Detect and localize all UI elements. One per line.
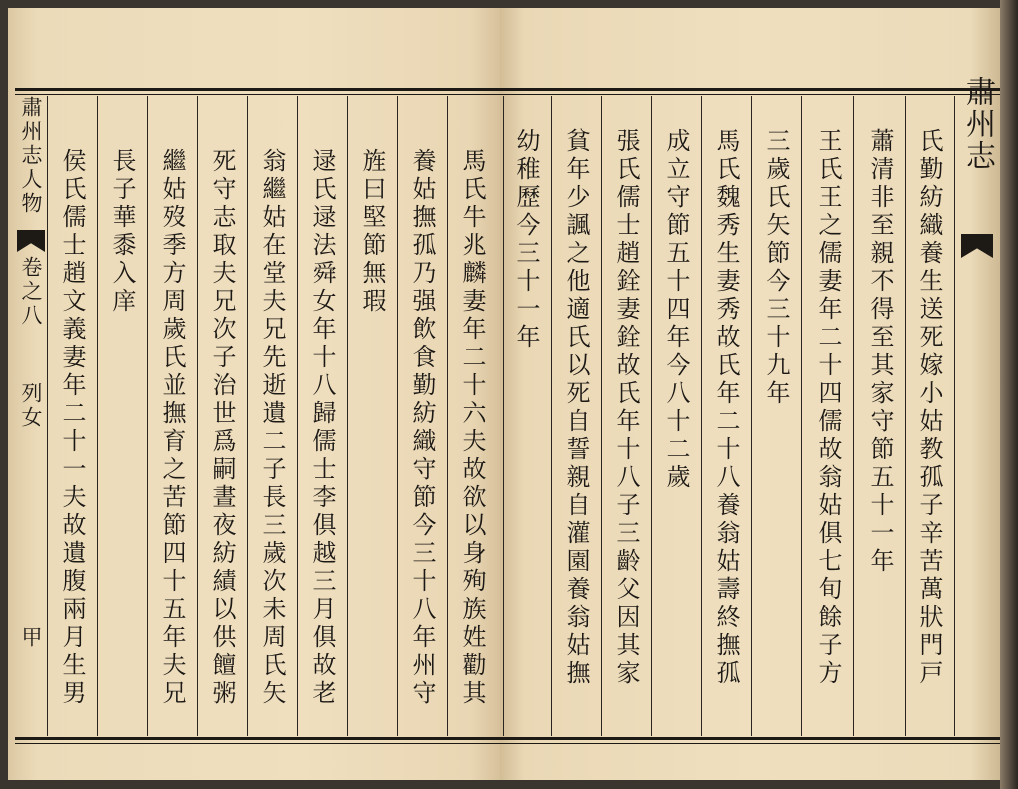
top-rule-inner — [15, 94, 1000, 95]
fishtail-mark — [961, 234, 993, 258]
text-column: 氏勤紡織養生送死嫁小姑教孤子辛苦萬狀門戸 — [905, 96, 955, 736]
text-column: 養姑撫孤乃强飲食勤紡織守節今三十八年州守 — [397, 96, 447, 736]
text-column: 三歲氏矢節今三十九年 — [751, 96, 801, 736]
text-column: 長子華黍入庠 — [97, 96, 147, 736]
text-column: 王氏王之儒妻年二十四儒故翁姑俱七旬餘子方 — [801, 96, 853, 736]
text-column: 蕭清非至親不得至其家守節五十一年 — [853, 96, 905, 736]
text-column: 繼姑歿季方周歲氏並撫育之苦節四十五年夫兄 — [147, 96, 197, 736]
text-column: 馬氏魏秀生妻秀故氏年二十八養翁姑壽終撫孤 — [701, 96, 751, 736]
book-title: 肅州志 — [960, 76, 995, 172]
book-edge — [1000, 0, 1018, 789]
book-title: 肅州志人物 — [19, 96, 43, 216]
bottom-rule-inner — [15, 743, 1000, 744]
text-column: 幼稚歷今三十一年 — [503, 96, 551, 736]
page-number: 甲 — [19, 626, 43, 650]
text-column: 死守志取夫兄次子治世爲嗣晝夜紡績以供饘粥 — [197, 96, 247, 736]
section-label: 列女 — [19, 382, 43, 430]
text-column: 侯氏儒士趙文義妻年二十一夫故遺腹兩月生男 — [47, 96, 97, 736]
fishtail-mark — [17, 230, 45, 252]
text-column: 旌曰堅節無瑕 — [347, 96, 397, 736]
text-column: 貧年少諷之他適氏以死自誓親自灌園養翁姑撫 — [551, 96, 601, 736]
text-column: 翁繼姑在堂夫兄先逝遺二子長三歲次未周氏矢 — [247, 96, 297, 736]
bottom-rule — [15, 737, 1000, 740]
top-rule — [15, 88, 1000, 91]
volume-label: 卷之八 — [19, 256, 43, 328]
text-column: 馬氏牛兆麟妻年二十六夫故欲以身殉族姓勸其 — [447, 96, 497, 736]
right-margin-header — [957, 76, 997, 736]
text-column: 張氏儒士趙銓妻銓故氏年十八子三齡父因其家 — [601, 96, 651, 736]
text-column: 成立守節五十四年今八十二歲 — [651, 96, 701, 736]
text-column: 逯氏逯法舜女年十八歸儒士李俱越三月俱故老 — [297, 96, 347, 736]
left-margin-header — [15, 96, 47, 736]
